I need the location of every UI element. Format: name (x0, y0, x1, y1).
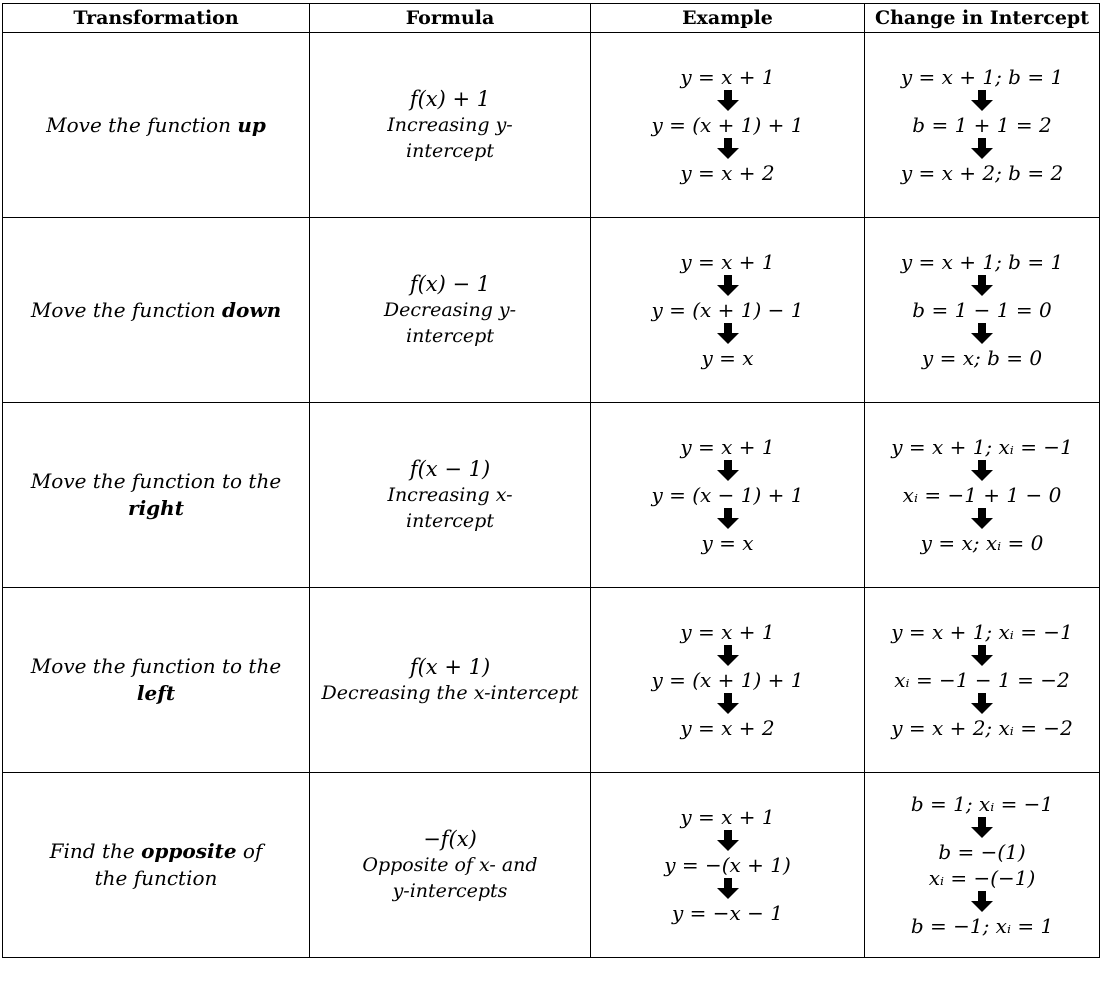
header-row (3, 4, 1100, 33)
change-line: y = x + 1; xᵢ = −1 (891, 435, 1073, 459)
down-arrow-icon (970, 460, 994, 482)
change-line: xᵢ = −1 − 1 = −2 (894, 668, 1070, 692)
transformation-label: Move the function (46, 112, 238, 137)
transformation-cell (3, 218, 310, 403)
formula-description: Increasing x-intercept (387, 484, 513, 532)
change-cell (865, 588, 1100, 773)
transformation-cell (3, 588, 310, 773)
change-line: y = x; b = 0 (921, 346, 1043, 370)
header-change-in-intercept: Change in Intercept (865, 4, 1100, 33)
transformation-label: Find the (49, 839, 142, 863)
change-cell (865, 403, 1100, 588)
example-line: y = x + 2 (680, 716, 775, 740)
transformation-text (3, 838, 309, 892)
transformation-cell (3, 33, 310, 218)
formula-cell (310, 773, 591, 958)
formula-expression: f(x) − 1 (409, 272, 491, 296)
down-arrow-icon (970, 323, 994, 345)
down-arrow-icon (716, 323, 740, 345)
transformation-keyword: down (222, 297, 282, 322)
example-cell (591, 33, 865, 218)
transformation-text (3, 112, 309, 139)
down-arrow-icon (716, 878, 740, 900)
down-arrow-icon (716, 460, 740, 482)
formula-description: Opposite of x- and y-intercepts (362, 854, 538, 902)
header-formula: Formula (310, 4, 591, 33)
transformation-text (3, 653, 309, 707)
example-cell (591, 588, 865, 773)
header-transformation: Transformation (3, 4, 310, 33)
transformation-cell (3, 773, 310, 958)
example-line: y = x + 1 (680, 805, 775, 829)
example-line: y = x + 2 (680, 161, 775, 185)
header-example: Example (591, 4, 865, 33)
example-line: y = (x + 1) + 1 (651, 668, 804, 692)
formula-expression: f(x + 1) (409, 655, 491, 679)
formula-cell (310, 218, 591, 403)
transformation-cell (3, 403, 310, 588)
example-line: y = x (701, 346, 754, 370)
example-line: y = x + 1 (680, 250, 775, 274)
transformation-label: Move the function (30, 297, 223, 322)
example-line: y = (x − 1) + 1 (651, 483, 804, 507)
formula-description: Decreasing y-intercept (383, 299, 517, 347)
down-arrow-icon (716, 693, 740, 715)
transformation-label: Move the function to the (30, 654, 282, 678)
down-arrow-icon (716, 90, 740, 112)
down-arrow-icon (716, 138, 740, 160)
down-arrow-icon (970, 645, 994, 667)
example-line: y = (x + 1) + 1 (651, 113, 804, 137)
example-line: y = x + 1 (680, 65, 775, 89)
down-arrow-icon (716, 275, 740, 297)
formula-description: Increasing y-intercept (387, 114, 513, 162)
change-line: y = x + 1; xᵢ = −1 (891, 620, 1073, 644)
down-arrow-icon (970, 817, 994, 839)
transformation-text (3, 468, 309, 522)
table-row (3, 33, 1100, 218)
formula-cell (310, 403, 591, 588)
transformation-label-end: of the function (94, 839, 263, 890)
example-cell (591, 403, 865, 588)
change-line: b = −(1) (938, 840, 1026, 864)
down-arrow-icon (716, 508, 740, 530)
example-line: y = −x − 1 (671, 901, 783, 925)
change-line: xᵢ = −(−1) (928, 866, 1036, 890)
transformation-text (3, 297, 309, 324)
change-line: y = x + 2; xᵢ = −2 (891, 716, 1073, 740)
change-line: y = x + 2; b = 2 (900, 161, 1064, 185)
formula-description: Decreasing the x-intercept (321, 682, 579, 704)
change-line: y = x; xᵢ = 0 (920, 531, 1044, 555)
transformation-keyword: up (237, 112, 266, 137)
change-cell (865, 773, 1100, 958)
formula-expression: −f(x) (423, 827, 477, 851)
table-row (3, 773, 1100, 958)
formula-expression: f(x − 1) (409, 457, 491, 481)
down-arrow-icon (716, 830, 740, 852)
down-arrow-icon (970, 508, 994, 530)
change-line: b = 1 + 1 = 2 (912, 113, 1052, 137)
transformation-keyword: left (136, 681, 176, 705)
formula-cell (310, 588, 591, 773)
down-arrow-icon (970, 275, 994, 297)
example-cell (591, 773, 865, 958)
example-line: y = x (701, 531, 754, 555)
change-line: y = x + 1; b = 1 (900, 250, 1064, 274)
example-cell (591, 218, 865, 403)
example-line: y = x + 1 (680, 620, 775, 644)
change-line: b = 1 − 1 = 0 (912, 298, 1052, 322)
change-line: b = 1; xᵢ = −1 (910, 792, 1054, 816)
change-line: b = −1; xᵢ = 1 (910, 914, 1054, 938)
down-arrow-icon (970, 891, 994, 913)
transformation-keyword: opposite (141, 839, 237, 863)
table-row (3, 588, 1100, 773)
down-arrow-icon (970, 138, 994, 160)
table-row (3, 403, 1100, 588)
transformation-keyword: right (128, 496, 184, 520)
formula-cell (310, 33, 591, 218)
change-cell (865, 218, 1100, 403)
transformations-table (2, 3, 1100, 958)
change-line: y = x + 1; b = 1 (900, 65, 1064, 89)
table-row (3, 218, 1100, 403)
down-arrow-icon (716, 645, 740, 667)
formula-expression: f(x) + 1 (409, 87, 491, 111)
down-arrow-icon (970, 693, 994, 715)
change-cell (865, 33, 1100, 218)
change-line: xᵢ = −1 + 1 − 0 (902, 483, 1062, 507)
example-line: y = x + 1 (680, 435, 775, 459)
example-line: y = (x + 1) − 1 (651, 298, 804, 322)
transformation-label: Move the function to the (30, 469, 282, 493)
example-line: y = −(x + 1) (664, 853, 791, 877)
down-arrow-icon (970, 90, 994, 112)
